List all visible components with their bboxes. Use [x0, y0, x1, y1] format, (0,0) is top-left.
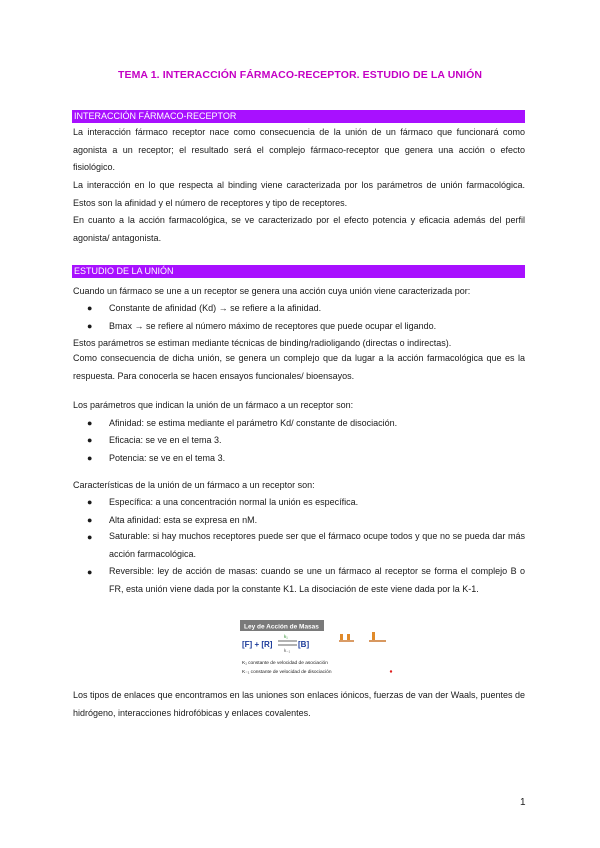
legend-k1: K₁ constante de velocidad de asociación	[242, 661, 328, 666]
bullet-icon: ●	[87, 435, 93, 445]
red-dot-icon	[390, 670, 392, 672]
legend-km1: K₋₁ constante de velocidad de disociación	[242, 670, 332, 675]
intro-text: Cuando un fármaco se une a un receptor se genera una acción cuya unión viene caracterizada por:	[73, 286, 471, 296]
equation-left: [F] + [R]	[242, 640, 273, 649]
list-item: Saturable: si hay muchos receptores puede ser que el fármaco ocupe todos y que no se pueda dar más acción farmacológica.	[109, 531, 525, 559]
bullet-icon: ●	[87, 453, 93, 463]
paragraph-bond-types: Los tipos de enlaces que encontramos en las uniones son enlaces iónicos, fuerzas de van der Waals, puentes de hidrógeno, interacciones hidrofóbicas y enlaces covalentes.	[73, 690, 525, 718]
bullet-icon: ●	[87, 418, 93, 428]
section-heading-interaccion: INTERACCIÓN FÁRMACO-RECEPTOR	[72, 110, 525, 123]
km1-label: k₋₁	[284, 648, 291, 653]
bullet-icon: ●	[87, 497, 93, 507]
bullet-icon: ●	[87, 321, 93, 331]
bullet-icon: ●	[87, 303, 93, 313]
figure-header: Ley de Acción de Masas	[244, 623, 319, 631]
list-item: Alta afinidad: esta se expresa en nM.	[109, 515, 258, 525]
params-intro: Los parámetros que indican la unión de un fármaco a un receptor son:	[73, 400, 354, 410]
list-item: Afinidad: se estima mediante el parámetro Kd/ constante de disociación.	[109, 418, 398, 428]
equation-right: [B]	[298, 640, 310, 649]
section-heading-estudio: ESTUDIO DE LA UNIÓN	[72, 265, 525, 278]
list-item: Constante de afinidad (Kd) → se refiere a la afinidad.	[109, 303, 322, 313]
paragraph-interaction-definition: La interacción fármaco receptor nace como consecuencia de la unión de un fármaco que funcionará como agonista a un receptor; el resultado será el complejo fármaco-receptor que genera una acción o efecto fisiológico.	[73, 127, 525, 172]
bullet-icon: ●	[87, 515, 93, 525]
list-item: Reversible: ley de acción de masas: cuando se une un fármaco al receptor se forma el complejo B o FR, esta unión viene dada por la constante K1. La disociación de este viene dada por la K-1.	[109, 566, 525, 594]
estimate-text: Estos parámetros se estiman mediante técnicas de binding/radioligando (directas o indirectas).	[73, 338, 452, 348]
bullet-icon: ●	[87, 532, 93, 542]
list-item: Eficacia: se ve en el tema 3.	[109, 435, 222, 445]
list-item: Bmax → se refiere al número máximo de receptores que puede ocupar el ligando.	[109, 321, 437, 331]
k1-label: k₁	[284, 634, 288, 639]
page-title: TEMA 1. INTERACCIÓN FÁRMACO-RECEPTOR. ESTUDIO DE LA UNIÓN	[117, 69, 483, 81]
list-item: Potencia: se ve en el tema 3.	[109, 453, 226, 463]
paragraph-consequence: Como consecuencia de dicha unión, se genera un complejo que da lugar a la acción farmacológica que es la respuesta. Para conocerla se hacen ensayos funcionales/ bioensayos.	[73, 353, 525, 381]
receptor-shape-icon	[372, 632, 375, 640]
receptor-shape-icon	[340, 634, 343, 640]
list-item: Específica: a una concentración normal la unión es específica.	[109, 497, 359, 507]
bullet-icon: ●	[87, 567, 93, 577]
receptor-shape-icon	[347, 634, 350, 640]
paragraph-binding: La interacción en lo que respecta al binding viene caracterizada por los parámetros de unión farmacológica. Estos son la afinidad y el número de receptores y tipo de receptores.	[73, 180, 525, 208]
mass-action-figure	[240, 620, 400, 680]
page-number: 1	[520, 797, 526, 808]
characteristics-intro: Características de la unión de un fármaco a un receptor son:	[73, 480, 315, 490]
paragraph-pharmacological-action: En cuanto a la acción farmacológica, se ve caracterizado por el efecto potencia y eficacia además del perfil agonista/ antagonista.	[73, 215, 525, 243]
